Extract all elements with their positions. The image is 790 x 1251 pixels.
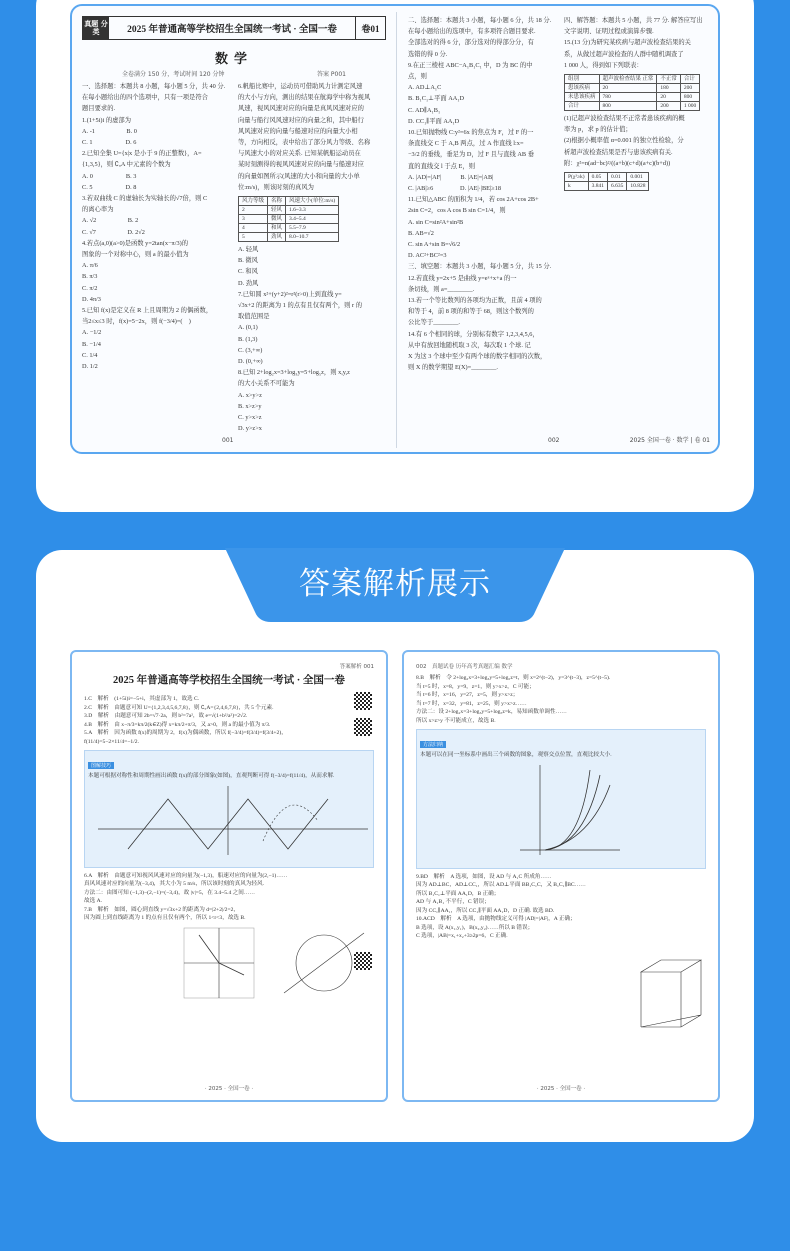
- answer-line: 8.B 解析 令 2+log₂x=3+log₃y=5+log₅z=t，则 x=2^(t−2)，y=3^(t−3)，z=5^(t−5).: [416, 675, 611, 681]
- table-cell: 10.828: [627, 182, 649, 191]
- question-line: 的向量如图所示(风速的大小和向量的大小单: [238, 172, 360, 180]
- table-cell: 20: [599, 84, 657, 93]
- table-cell: 轻风: [268, 206, 286, 215]
- question-line: 文字说明、证明过程或演算步骤.: [564, 28, 654, 36]
- tip-label: 方法归纳: [420, 741, 446, 748]
- page-divider: [396, 12, 397, 448]
- answer-right-footer: · 2025 · 全国一卷 ·: [536, 1086, 586, 1092]
- answer-line: 方法二：由图可知 (−1,3)−(2,−1)=(−3,4)，故 |v|=5，在 3.4~5.4 之间……: [84, 889, 256, 896]
- qr-code: [354, 692, 372, 710]
- question-line: 2.已知全集 U={x|x 是小于 9 的正整数}，A=: [82, 150, 202, 158]
- answer-line: 所以 B₁C₁⊥平面 AA₁D，B 正确；: [416, 890, 500, 897]
- table-cell: 800: [680, 93, 699, 102]
- question-line: A. sin C=sin²A+sin²B: [408, 218, 464, 226]
- answer-preview-card: [36, 550, 754, 1142]
- table-cell: 和风: [268, 224, 286, 233]
- table-cell: 风速大小(单位:m/s): [286, 197, 339, 206]
- question-line: C. 1/4: [82, 351, 98, 359]
- answer-page-tag: 答案解析 001: [339, 664, 374, 670]
- question-line: 当2≤x≤3 时，f(x)=5−2x，则 f(−3/4)=( ): [82, 318, 191, 326]
- question-line: C. √7 D. 2√2: [82, 228, 145, 236]
- question-line: 图象的一个对称中心，则 a 的最小值为: [82, 251, 189, 259]
- answer-showcase-banner: [225, 548, 565, 622]
- answer-line: 7.B 解析 如图，圆心到直线 y=√3x+2 的距离为 d=|2+2|/2=2，: [84, 906, 240, 913]
- table-cell: 未患该疾病: [565, 93, 600, 102]
- table-cell: 180: [657, 84, 681, 93]
- page-number-left: 001: [222, 437, 234, 444]
- exam-page-right: [398, 6, 720, 452]
- answer-line: 6.A 解析 由题意可知视风风速对应的向量为(−1,3)，船速对应的向量为(2,−1)……: [84, 872, 288, 879]
- question-line: D. 劲风: [238, 279, 259, 287]
- table-cell: 5: [239, 233, 268, 242]
- banner-label: 答案解析展示: [299, 566, 491, 602]
- question-line: 某时刻测得的视风风速对应的向量与船速对应: [238, 161, 364, 169]
- table-cell: 3: [239, 215, 268, 224]
- answer-line: C 选项，|AB|=x₁+x₂+3≥2p=6，C 正确.: [416, 933, 508, 939]
- question-line: 的离心率为: [82, 206, 114, 214]
- question-line: 则 X 的数学期望 E(X)=________.: [408, 364, 498, 372]
- question-line: 三、填空题：本题共 3 小题，每小题 5 分，共 15 分.: [408, 263, 552, 271]
- question-line: D. 1/2: [82, 363, 98, 371]
- table-cell: 6.635: [607, 182, 626, 191]
- question-line: B. B₁C₁⊥平面 AA₁D: [408, 95, 465, 103]
- exam-title: 2025 年普通高等学校招生全国统一考试 · 全国一卷: [127, 25, 337, 35]
- question-line: 选错的得 0 分.: [408, 50, 448, 58]
- table-cell: 780: [599, 93, 657, 102]
- table-cell: 患该疾病: [565, 84, 600, 93]
- answer-tip-box: [84, 750, 374, 868]
- question-line: (1)记超声波检查结果不正常者患该疾病的概: [564, 115, 685, 123]
- question-line: B. −1/4: [82, 340, 101, 348]
- question-line: 7.已知圆 x²+(y+2)²=r²(r>0)上到直线 y=: [238, 290, 342, 298]
- table-cell: 5.5~7.9: [286, 224, 339, 233]
- question-line: {1,3,5}，则 ∁ᵤA 中元素的个数为: [82, 161, 171, 169]
- question-line: B. π/3: [82, 273, 98, 281]
- table-cell: 0.01: [607, 173, 626, 182]
- question-line: 的大小关系不可能为: [238, 380, 295, 388]
- periodic-function-graph: [88, 781, 378, 859]
- exam-meta-answer: 答案 P001: [317, 71, 346, 78]
- question-line: C. 5 D. 8: [82, 183, 137, 191]
- table-cell: 不正常: [657, 75, 681, 84]
- question-line: 12.若直线 y=2x+5 是曲线 y=eˣ+x+a 的一: [408, 274, 517, 282]
- table-cell: 200: [680, 84, 699, 93]
- answer-page-right: [402, 650, 720, 1102]
- question-line: 14.有 6 个相同的球，分别标有数字 1,2,3,4,5,6，: [408, 330, 539, 338]
- question-line: C. |AB|≥6 D. |AE|·|BE|≥18: [408, 185, 502, 193]
- question-line: A. −1/2: [82, 329, 102, 337]
- question-line: B. AB=√2: [408, 229, 434, 237]
- question-line: 的大小与方向，测出的结果在航海学中称为视风: [238, 94, 371, 102]
- table-cell: 200: [657, 102, 681, 111]
- question-line: 从中有放回地随机取 3 次，每次取 1 个球. 记: [408, 341, 531, 349]
- answer-title: 2025 年普通高等学校招生全国统一考试 · 全国一卷: [113, 675, 345, 686]
- table-cell: 合计: [565, 102, 600, 111]
- question-line: 6.帆船比赛中，运动员可借助风力计测定风速: [238, 83, 363, 90]
- question-line: 在每小题给出的选项中，有多项符合题目要求.: [408, 28, 536, 36]
- question-line: A. √2 B. 2: [82, 217, 139, 225]
- answer-line: 当 t=6 时，x=16，y=27，z=5，则 y>x>z；: [416, 692, 519, 698]
- table-cell: k: [565, 182, 589, 191]
- answer-line: 因为 CC₁∥AA₁，所以 CC₁∥平面 AA₁D，D 正确. 故选 BD.: [416, 907, 555, 914]
- answer-line: 2.C 解析 由题意可知 U={1,2,3,4,5,6,7,8}，则 ∁ᵤA={2,4,6,7,8}，共 5 个元素.: [84, 704, 274, 711]
- table-cell: 风力等级: [239, 197, 268, 206]
- answer-line: 所以 x>z>y 不可能成立，故选 B.: [416, 717, 496, 724]
- question-line: 与风速大小的对应关系. 已知某帆船运动员在: [238, 150, 361, 158]
- right-col-1: [408, 16, 556, 375]
- question-line: 位:m/s)，则该时刻的真风为: [238, 183, 314, 191]
- question-line: C. AD∥A₁B₁: [408, 106, 441, 114]
- question-line: 一、选择题：本题共 8 小题，每小题 5 分，共 40 分.: [82, 83, 226, 90]
- answer-right-header: 002 真题试卷 历年高考真题汇编 数学: [416, 664, 513, 670]
- question-line: D. 4π/3: [82, 295, 101, 303]
- question-line: A. -1 B. 0: [82, 127, 137, 135]
- answer-line: B 选项，设 A(x₁,y₁)，B(x₂,y₂)……所以 B 错误；: [416, 924, 534, 931]
- table-cell: 8.0~10.7: [286, 233, 339, 242]
- question-line: A. |AD|=|AF| B. |AE|=|AB|: [408, 173, 494, 181]
- question-line: 条直线交 C 于 A,B 两点，过 A 作直线 l:x=: [408, 140, 524, 148]
- question-line: 1 000 人，得到如下列联表：: [564, 61, 643, 69]
- table-cell: 3.841: [588, 182, 607, 191]
- answer-line: 因为 AD⊥BC，AD⊥CC₁，所以 AD⊥平面 BB₁C₁C，又 B₁C₁∥BC……: [416, 882, 586, 888]
- question-line: C. sin A+sin B=√6/2: [408, 241, 461, 249]
- table-cell: 0.05: [588, 173, 607, 182]
- question-line: 析超声波检查结果是否与患该疾病有关.: [564, 148, 673, 156]
- question-line: C. 和风: [238, 268, 258, 276]
- question-line: 和等于 4，前 8 项的和等于 68，则这个数列的: [408, 308, 534, 316]
- answer-line: f(11/4)=5−2×11/4=−1/2.: [84, 738, 139, 745]
- question-line: A. π/6: [82, 262, 130, 270]
- answer-line: 真风风速对应的向量为(−3,4)，其大小为 5 m/s，所以该时刻的真风为轻风.: [84, 881, 264, 887]
- answer-line: 9.BD 解析 A 选项，如图，设 AD 与 A₁C 所成角……: [416, 873, 552, 880]
- qr-code: [354, 952, 372, 970]
- question-line: 公比等于________.: [408, 319, 460, 327]
- table-cell: 合计: [680, 75, 699, 84]
- chi-square-formula: 附：χ²=n(ad−bc)²/((a+b)(c+d)(a+c)(b+d)): [564, 159, 671, 167]
- question-line: 条切线，则 a=________.: [408, 285, 475, 293]
- tip-text: 本题可以在同一坐标系中画出三个函数的图象，观察交点位置，直观比较大小.: [420, 752, 612, 758]
- question-line: 11.已知△ABC 的面积为 1/4，若 cos 2A+cos 2B+: [408, 196, 539, 204]
- vector-diagram: [84, 923, 374, 1003]
- question-line: D. AC²+BC²=3: [408, 252, 447, 260]
- question-line: 率为 p，求 p 的估计值；: [564, 126, 632, 134]
- question-line: √3x+2 的距离为 1 的点有且仅有两个，则 r 的: [238, 302, 363, 310]
- question-line: A. AD⊥A₁C: [408, 84, 442, 92]
- table-cell: 4: [239, 224, 268, 233]
- question-line: 四、解答题：本题共 5 小题，共 77 分. 解答应写出: [564, 17, 703, 24]
- table-cell: 组别: [565, 75, 600, 84]
- answer-left-lines-2: [84, 872, 374, 923]
- question-line: 5.已知 f(x)是定义在 R 上且周期为 2 的偶函数，: [82, 307, 213, 315]
- answer-line: 方法二：设 2+log₂x=3+log₃y=5+log₅z=k，易知函数单调性……: [416, 709, 567, 715]
- qr-code: [354, 718, 372, 736]
- exam-logo: 真题 分类: [83, 17, 109, 39]
- question-line: 10.已知抛物线 C:y²=6x 的焦点为 F，过 F 的一: [408, 129, 534, 137]
- table-cell: 0.001: [627, 173, 649, 182]
- answer-left-footer: · 2025 · 全国一卷 ·: [204, 1086, 254, 1092]
- question-line: 8.已知 2+log₂x=3+log₃y=5+log₅z，则 x,y,z: [238, 369, 350, 377]
- question-line: 等，方向相反，表中给出了部分风力等级、名称: [238, 139, 371, 147]
- exam-meta: [82, 69, 386, 78]
- answer-left-lines: [84, 695, 374, 746]
- tip-label: 图解技巧: [88, 762, 114, 769]
- page-number-right: 002: [548, 437, 560, 444]
- question-line: 直的直线交 l 于点 E，则: [408, 162, 475, 170]
- question-line: B. 微风: [238, 257, 258, 265]
- question-line: C. 1 D. 6: [82, 139, 137, 147]
- exam-page-left: [72, 6, 396, 452]
- answer-line: AD 与 A₁B₁ 不平行，C 错误；: [416, 899, 490, 905]
- question-line: D. y>z>x: [238, 425, 262, 433]
- prism-diagram: [636, 952, 706, 1032]
- exam-paper-spread: [70, 4, 720, 454]
- answer-line: 1.C 解析 (1+5i)i=−5+i，其虚部为 1，故选 C.: [84, 696, 200, 702]
- question-line: C. y>x>z: [238, 414, 262, 422]
- table-cell: 800: [599, 102, 657, 111]
- question-line: 风速，视风风速对应的向量是真风风速对应的: [238, 105, 364, 113]
- question-line: 4.若点(a,0)(a>0)是函数 y=2tan(x−π/3)的: [82, 239, 188, 247]
- exam-header: [82, 16, 386, 40]
- question-line: 二、选择题：本题共 3 小题，每小题 6 分，共 18 分.: [408, 17, 552, 24]
- exam-meta-time: 全卷满分 150 分，考试时间 120 分钟: [122, 71, 225, 78]
- answer-right-lines: [416, 674, 706, 725]
- exponential-graph: [420, 760, 710, 860]
- question-line: 向量与船行风风速对应的向量之和，其中船行: [238, 116, 364, 124]
- answer-line: 故选 A.: [84, 898, 103, 904]
- question-line: A. x>y>z: [238, 391, 262, 399]
- question-line: D. (0,+∞): [238, 358, 263, 366]
- wind-level-table: [238, 196, 339, 242]
- question-line: 在每小题给出的四个选项中，只有一项是符合: [82, 94, 208, 102]
- exam-subject: 数学: [214, 51, 253, 66]
- question-line: X 为这 3 个球中至少有两个球的数字相同的次数，: [408, 353, 547, 361]
- table-cell: 3.4~5.4: [286, 215, 339, 224]
- question-line: 2sin C=2，cos A cos B sin C=1/4，则: [408, 207, 506, 215]
- answer-right-lines-2: [416, 873, 706, 941]
- question-line: 1.(1+5i)i 的虚部为: [82, 116, 132, 124]
- question-line: B. (1,3): [238, 335, 258, 343]
- question-line: 题目要求的.: [82, 105, 116, 113]
- table-cell: P(χ²≥k): [565, 173, 589, 182]
- table-cell: 微风: [268, 215, 286, 224]
- question-line: D. CC₁∥平面 AA₁D: [408, 117, 460, 125]
- answer-line: 当 t=7 时，x=32，y=81，z=25，则 y>x>z……: [416, 700, 527, 707]
- table-cell: 1 000: [680, 102, 699, 111]
- question-line: −3/2 的垂线，垂足为 D，过 F 且与直线 AB 垂: [408, 151, 534, 159]
- question-line: A. (0,1): [238, 324, 258, 332]
- exam-code: 卷01: [355, 17, 385, 39]
- question-line: 全部选对的得 6 分，部分选对的得部分分，有: [408, 39, 534, 47]
- chi-square-table: [564, 172, 649, 191]
- table-cell: 超声波检查结果 正常: [599, 75, 657, 84]
- tip-text: 本题可根据对称性和周期性画出函数 f(x)的部分图象(如图)，直观判断可得 f(−3/4)=f(11/4)，从而求解.: [88, 773, 335, 779]
- answer-line: 4.B 解析 由 x−π/3=kπ/2(k∈Z)得 x=kπ/2+π/3，又 a>0，则 a 的最小值为 π/3.: [84, 721, 271, 728]
- question-line: C. (3,+∞): [238, 346, 263, 354]
- left-col-1: [82, 82, 230, 435]
- question-line: A. 0 B. 3: [82, 172, 137, 180]
- question-line: 系，从做过超声波检查的人群中随机调查了: [564, 50, 684, 58]
- table-cell: 名称: [268, 197, 286, 206]
- answer-page-left: [70, 650, 388, 1102]
- table-cell: 1.6~3.3: [286, 206, 339, 215]
- answer-line: 当 t=5 时，x=8，y=9，z=1，则 y>x>z，C 可能；: [416, 683, 535, 690]
- question-line: 点，则: [408, 73, 427, 81]
- answer-line: 3.D 解析 由题意可知 2b=√7·2a，则 b²=7a²，故 e=√(1+b²/a²)=2√2.: [84, 713, 248, 719]
- page-footer-right: 2025 全国一卷 · 数学 | 卷 01: [629, 437, 710, 444]
- question-line: 风风速对应的向量与船速对应的向量大小相: [238, 127, 358, 135]
- question-line: A. 轻风: [238, 246, 259, 254]
- question-line: (2)根据小概率值 α=0.001 的独立性检验，分: [564, 137, 684, 145]
- contingency-table: [564, 74, 700, 111]
- answer-line: 因为圆上到直线距离为 1 的点有且仅有两个，所以 1<r<3，故选 B.: [84, 915, 246, 921]
- question-line: 3.若双曲线 C 的虚轴长为实轴长的√7倍，则 C: [82, 195, 208, 203]
- table-cell: 2: [239, 206, 268, 215]
- exam-preview-card: [36, 0, 754, 512]
- answer-line: 5.A 解析 因为函数 f(x)的周期为 2，f(x)为偶函数，所以 f(−3/4)=f(3/4)=f(3/4+2)，: [84, 730, 287, 736]
- right-col-2: [564, 16, 712, 375]
- question-line: 15.(13 分)为研究某疾病与超声波检查结果的关: [564, 39, 691, 47]
- question-line: B. x>z>y: [238, 402, 262, 410]
- left-col-2: [238, 82, 386, 435]
- answer-line: 10.ACD 解析 A 选项，由抛物线定义可得 |AD|=|AF|，A 正确；: [416, 916, 576, 922]
- answer-tip-box: [416, 729, 706, 869]
- question-line: 9.在正三棱柱 ABC−A₁B₁C₁ 中，D 为 BC 的中: [408, 61, 533, 69]
- table-cell: 20: [657, 93, 681, 102]
- question-line: C. π/2: [82, 284, 98, 292]
- table-cell: 劲风: [268, 233, 286, 242]
- question-line: 取值范围是: [238, 313, 270, 321]
- question-line: 13.若一个等比数列的各项均为正数，且前 4 项的: [408, 297, 542, 305]
